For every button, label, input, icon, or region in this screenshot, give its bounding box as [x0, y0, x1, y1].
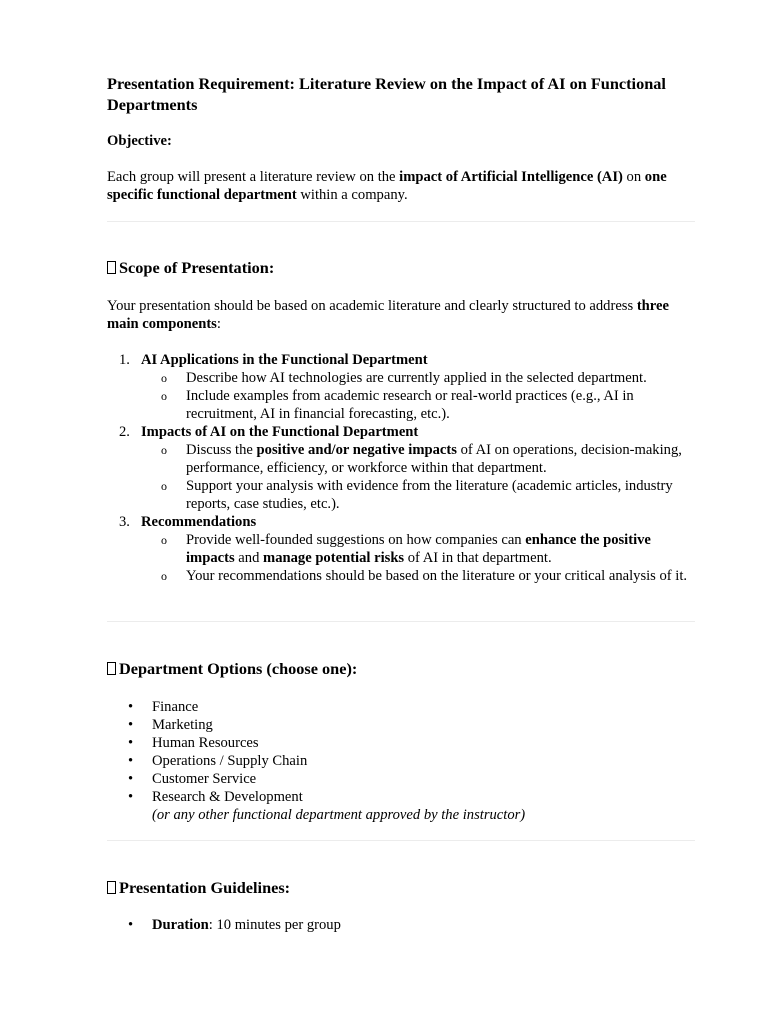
scope-intro: Your presentation should be based on academic literature and clearly structured to address three main components:: [107, 298, 669, 332]
department-option: • Customer Service: [128, 771, 257, 787]
component-point: o Provide well-founded suggestions on how companies can enhance the positive impacts and manage potential risks of AI in that department.: [161, 532, 651, 566]
department-option: • Finance: [128, 699, 199, 715]
component-point: o Describe how AI technologies are currently applied in the selected department.: [161, 370, 647, 386]
guideline-item: • Duration: 10 minutes per group: [128, 917, 341, 933]
component-title: AI Applications in the Functional Department: [141, 352, 428, 368]
component-point: o Discuss the positive and/or negative impacts of AI on operations, decision-making, performance, efficiency, or workforce within that department.: [161, 442, 682, 476]
component-points: [141, 369, 695, 423]
component-title: Recommendations: [141, 514, 257, 530]
component-point: o Include examples from academic research or real-world practices (e.g., AI in recruitment, AI in financial forecasting, etc.).: [161, 388, 634, 422]
scope-heading: Scope of Presentation:: [107, 258, 274, 278]
department-options-list: [107, 698, 695, 824]
objective-label: Objective:: [107, 133, 172, 149]
component-item: 3. Recommendations o Provide well-founded suggestions on how companies can enhance the positive impacts and manage potential risks of AI in that department. o Your recommendations should be based on the literature or your critical analysis of it.: [107, 513, 695, 585]
section-divider: [107, 621, 695, 622]
component-item: 1. AI Applications in the Functional Department o Describe how AI technologies are currently applied in the selected department. o Include examples from academic research or real-world practices (e.g., AI in recruitment, AI in financial forecasting, etc.).: [107, 351, 695, 423]
missing-glyph-box-icon: [107, 881, 116, 894]
component-point: o Support your analysis with evidence from the literature (academic articles, industry reports, case studies, etc.).: [161, 478, 673, 512]
component-point: o Your recommendations should be based on the literature or your critical analysis of it.: [161, 568, 688, 584]
component-item: 2. Impacts of AI on the Functional Department o Discuss the positive and/or negative impacts of AI on operations, decision-making, performance, efficiency, or workforce within that department. o Support your analysis with evidence from the literature (academic articles, industry reports, case studies, etc.).: [107, 423, 695, 513]
department-option: • Human Resources: [128, 735, 259, 751]
component-points: [141, 441, 695, 513]
guidelines-heading: Presentation Guidelines:: [107, 878, 290, 898]
departments-heading: Department Options (choose one):: [107, 659, 357, 679]
scope-components-list: [107, 351, 695, 585]
missing-glyph-box-icon: [107, 261, 116, 274]
component-points: [141, 531, 695, 585]
document-title: Presentation Requirement: Literature Review on the Impact of AI on Functional Departments: [107, 74, 666, 114]
section-divider: [107, 840, 695, 841]
department-option: • Marketing: [128, 717, 213, 733]
department-option: • Research & Development (or any other functional department approved by the instructor): [107, 788, 695, 824]
department-option: • Operations / Supply Chain: [128, 753, 308, 769]
guidelines-list: [107, 916, 695, 934]
objective-paragraph: Each group will present a literature review on the impact of Artificial Intelligence (AI) on one specific functional department within a company.: [107, 169, 667, 203]
missing-glyph-box-icon: [107, 662, 116, 675]
section-divider: [107, 221, 695, 222]
department-note: (or any other functional department approved by the instructor): [152, 807, 526, 823]
component-title: Impacts of AI on the Functional Department: [141, 424, 419, 440]
